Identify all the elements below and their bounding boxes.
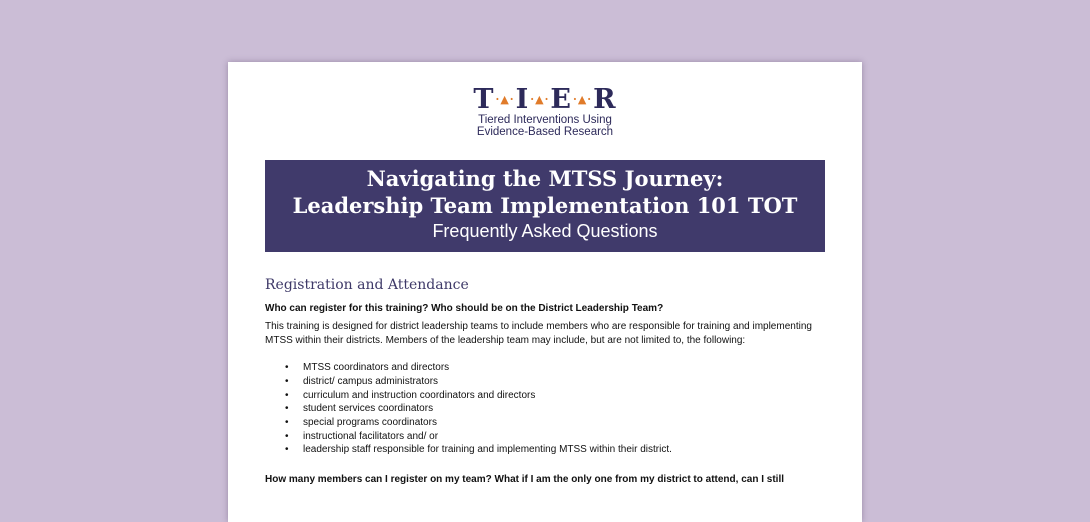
list-item: • curriculum and instruction coordinators and directors	[285, 389, 825, 403]
list-item: • student services coordinators	[285, 402, 825, 416]
list-item: • instructional facilitators and/ or	[285, 430, 825, 444]
banner-subtitle: Frequently Asked Questions	[432, 221, 658, 241]
logo-letter-t: T	[473, 84, 495, 115]
faq-answer: This training is designed for district leadership teams to include members who are responsible for training and implementing MTSS within their districts. Members of the leadership team may include, but are not limited to, the following:	[265, 321, 812, 346]
logo-letter-r: R	[593, 84, 617, 115]
title-banner	[265, 160, 825, 252]
banner-title-line2: Leadership Team Implementation 101 TOT	[292, 193, 798, 218]
logo-letter-i: I	[515, 84, 530, 115]
logo-mark	[228, 86, 862, 114]
logo-tagline-1: Tiered Interventions Using	[478, 114, 612, 126]
logo-letter-e: E	[550, 84, 572, 115]
list-item: • MTSS coordinators and directors	[285, 361, 825, 375]
member-list	[265, 361, 825, 457]
logo-tagline-2: Evidence-Based Research	[476, 126, 614, 138]
section-heading: Registration and Attendance	[265, 277, 469, 293]
list-item: • district/ campus administrators	[285, 375, 825, 389]
logo-separator-icon: ·▲·	[530, 93, 550, 106]
faq-content	[265, 276, 825, 491]
logo-separator-icon: ·▲·	[573, 93, 593, 106]
faq-question: How many members can I register on my team? What if I am the only one from my district to attend, can I still	[265, 474, 784, 486]
list-item: • special programs coordinators	[285, 416, 825, 430]
list-item: • leadership staff responsible for training and implementing MTSS within their district.	[285, 443, 825, 457]
faq-question: Who can register for this training? Who should be on the District Leadership Team?	[265, 303, 664, 314]
document-page	[228, 62, 862, 522]
banner-title-line1: Navigating the MTSS Journey:	[366, 166, 724, 191]
logo-separator-icon: ·▲·	[495, 93, 515, 106]
tier-logo	[228, 86, 862, 138]
